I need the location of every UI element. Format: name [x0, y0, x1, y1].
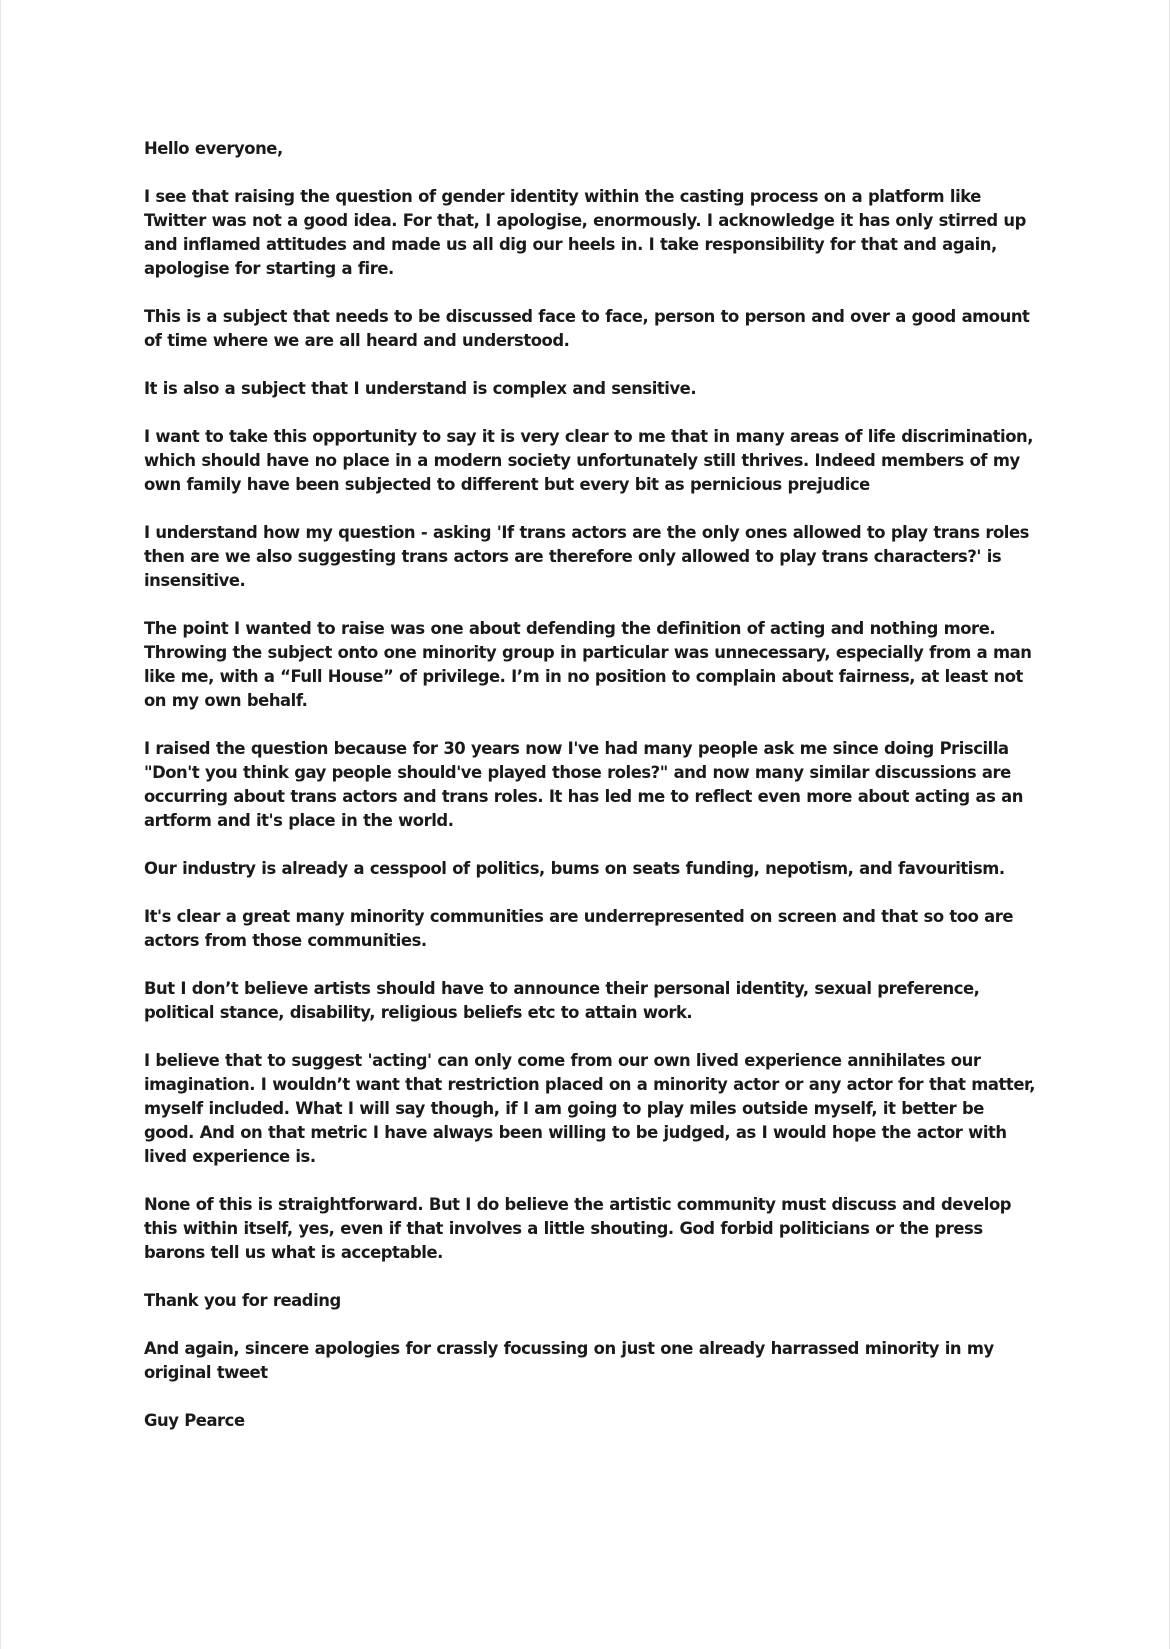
- letter-paragraph: I understand how my question - asking 'If trans actors are the only ones allowed to play trans roles then are we also suggesting trans actors are therefore only allowed to play trans characters?' is insensitive.: [144, 523, 1029, 590]
- letter-paragraph: It is also a subject that I understand is complex and sensitive.: [144, 379, 697, 398]
- letter-paragraph: Our industry is already a cesspool of politics, bums on seats funding, nepotism, and favouritism.: [144, 859, 1005, 878]
- letter-paragraph: I see that raising the question of gender identity within the casting process on a platform like Twitter was not a good idea. For that, I apologise, enormously. I acknowledge it has only stirred up and inflamed attitudes and made us all dig our heels in. I take responsibility for that and again, apologise for starting a fire.: [144, 187, 1026, 278]
- letter-paragraph: Thank you for reading: [144, 1291, 341, 1310]
- letter-greeting: Hello everyone,: [144, 139, 283, 158]
- letter-paragraph: And again, sincere apologies for crassly focussing on just one already harrassed minority in my original tweet: [144, 1339, 994, 1382]
- letter-paragraph: I believe that to suggest 'acting' can only come from our own lived experience annihilates our imagination. I wouldn’t want that restriction placed on a minority actor or any actor for that matter, myself included. What I will say though, if I am going to play miles outside myself, it better be good. And on that metric I have always been willing to be judged, as I would hope the actor with lived experience is.: [144, 1051, 1035, 1166]
- letter-paragraph: It's clear a great many minority communities are underrepresented on screen and that so too are actors from those communities.: [144, 907, 1014, 950]
- letter-paragraph: The point I wanted to raise was one about defending the definition of acting and nothing more. Throwing the subject onto one minority group in particular was unnecessary, especially from a man like me, with a “Full House” of privilege. I’m in no position to complain about fairness, at least not on my own behalf.: [144, 619, 1032, 710]
- letter-paragraph: I raised the question because for 30 years now I've had many people ask me since doing Priscilla "Don't you think gay people should've played those roles?" and now many similar discussions are occurring about trans actors and trans roles. It has led me to reflect even more about acting as an artform and it's place in the world.: [144, 739, 1023, 830]
- letter-paragraph: I want to take this opportunity to say it is very clear to me that in many areas of life discrimination, which should have no place in a modern society unfortunately still thrives. Indeed members of my own family have been subjected to different but every bit as pernicious prejudice: [144, 427, 1034, 494]
- letter-paragraph: But I don’t believe artists should have to announce their personal identity, sexual preference, political stance, disability, religious beliefs etc to attain work.: [144, 979, 980, 1022]
- letter-signature: Guy Pearce: [144, 1411, 245, 1430]
- letter-paragraph: None of this is straightforward. But I do believe the artistic community must discuss and develop this within itself, yes, even if that involves a little shouting. God forbid politicians or the press barons tell us what is acceptable.: [144, 1195, 1012, 1262]
- letter-paragraph: This is a subject that needs to be discussed face to face, person to person and over a good amount of time where we are all heard and understood.: [144, 307, 1030, 350]
- letter-body: [144, 137, 1037, 1433]
